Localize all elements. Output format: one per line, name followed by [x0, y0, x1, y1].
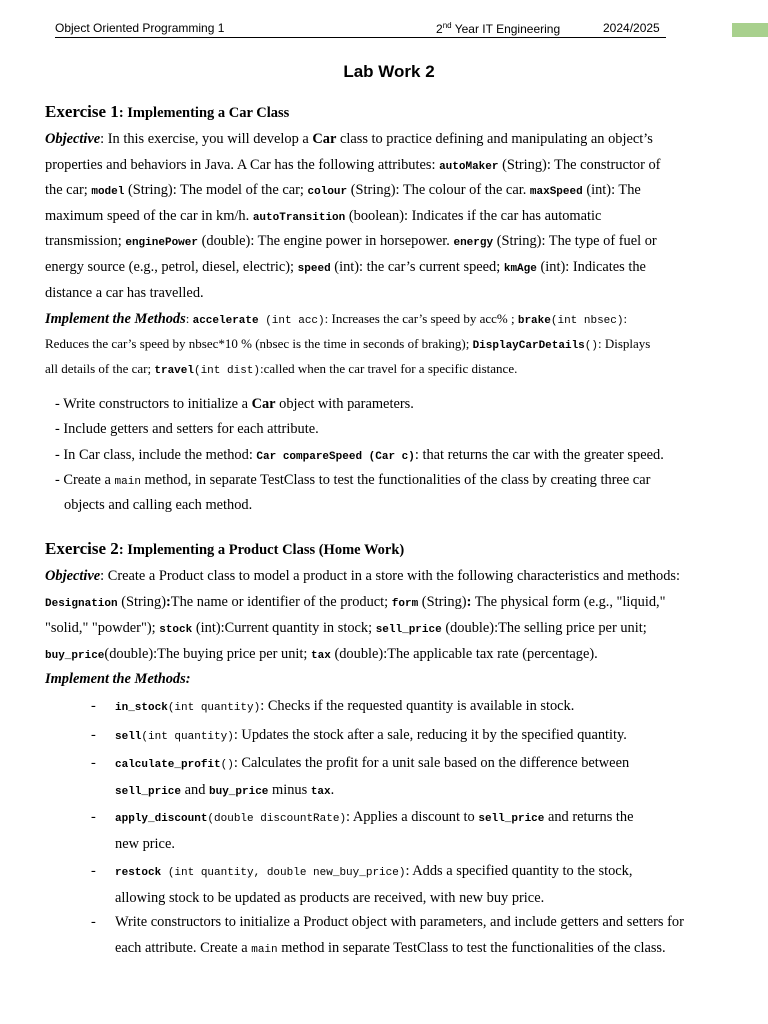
ex1-heading-title: : Implementing a Car Class: [118, 105, 290, 121]
ex1-text: : In this exercise, you will develop a: [100, 131, 313, 147]
ex2-text: (double):The applicable tax rate (percentage).: [330, 646, 598, 662]
ex2-dash-3: -: [91, 755, 96, 771]
ex1-code: kmAge: [503, 263, 537, 275]
ex2-dash-6: -: [91, 914, 96, 930]
ex1-methods-line-1: [45, 311, 627, 328]
ex2-text: : Calculates the profit for a unit sale based on the difference between: [233, 755, 630, 771]
ex1-objective-line-2: [45, 157, 660, 174]
ex2-dash-1: -: [91, 698, 96, 714]
ex1-text: :: [185, 311, 193, 326]
ex1-text: (double): The engine power in horsepower.: [197, 233, 454, 249]
ex2-method-restock: [115, 863, 632, 880]
ex1-code: autoTransition: [252, 212, 346, 224]
ex2-code: in_stock: [115, 702, 168, 714]
ex1-objective-line-4: [45, 208, 601, 225]
ex2-code: (int quantity, double new_buy_price): [161, 867, 406, 879]
ex2-method-sell: [115, 727, 627, 744]
ex2-objective-line-1: [45, 568, 680, 585]
ex2-code: sell_price: [478, 813, 545, 825]
ex1-text: class to practice defining and manipulating an object’s: [336, 131, 653, 147]
ex2-code: calculate_profit: [115, 759, 221, 771]
ex1-text: energy source (e.g., petrol, diesel, electric);: [45, 259, 298, 275]
ex2-text: each attribute. Create a: [115, 940, 252, 956]
ex2-code: tax: [310, 786, 331, 798]
ex2-code: (int quantity): [167, 702, 261, 714]
ex2-text: (double):The selling price per unit;: [441, 620, 647, 636]
ex1-text: (int): Indicates the: [536, 259, 646, 275]
ex1-text: (int): The: [582, 182, 641, 198]
ex1-text: : Increases the car’s speed by acc% ;: [324, 311, 518, 326]
ex2-heading-title: : Implementing a Product Class (Home Work): [118, 542, 405, 558]
ex1-bullet-4-cont: [64, 497, 252, 514]
ex2-text: : Checks if the requested quantity is available in stock.: [260, 698, 575, 714]
ex1-methods-label: Implement the Methods: [45, 311, 186, 327]
ex1-text: (String): The constructor of: [498, 157, 661, 173]
ex2-code: main: [251, 944, 278, 956]
ex2-method-apply-discount-cont: [115, 836, 175, 853]
ex1-heading-num: Exercise 1: [45, 102, 119, 121]
ex1-text: all details of the car;: [45, 361, 155, 376]
ex2-text: and returns the: [544, 809, 634, 825]
ex1-text: - Write constructors to initialize a: [55, 396, 252, 412]
ex2-text: Write constructors to initialize a Product object with parameters, and include getters and setters for: [115, 914, 684, 930]
ex1-text: Car: [312, 131, 337, 147]
ex1-methods-line-3: [45, 361, 517, 377]
ex1-bullet-1: [55, 396, 414, 413]
ex1-text: method, in separate TestClass to test the functionalities of the class by creating three car: [140, 472, 651, 488]
ex1-text: properties and behaviors in Java. A Car has the following attributes:: [45, 157, 440, 173]
ex2-text: (int):Current quantity in stock;: [192, 620, 376, 636]
ex2-constructors: [115, 914, 684, 931]
ex1-code: (int nbsec): [550, 315, 624, 327]
ex1-text: objects and calling each method.: [64, 497, 253, 513]
ex2-text: minus: [268, 782, 311, 798]
ex1-text: (int): the car’s current speed;: [330, 259, 504, 275]
ex2-text: and: [181, 782, 209, 798]
ex1-code: (int dist): [193, 365, 260, 377]
ex2-heading-num: Exercise 2: [45, 539, 119, 558]
ex2-code: buy_price: [45, 650, 105, 662]
ex1-text: object with parameters.: [275, 396, 414, 412]
ex1-text: (String): The type of fuel or: [493, 233, 657, 249]
ex1-objective-line-6: [45, 259, 646, 276]
ex1-code: colour: [307, 186, 348, 198]
ex2-method-calculate-profit-cont: [115, 782, 334, 799]
ex1-text: transmission;: [45, 233, 126, 249]
header-academic-year: 2024/2025: [603, 21, 660, 35]
ex1-heading: [45, 102, 289, 122]
ex2-text: method in separate TestClass to test the functionalities of the class.: [277, 940, 666, 956]
header-year-rest: Year IT Engineering: [451, 22, 561, 36]
ex1-text: - Include getters and setters for each attribute.: [55, 421, 319, 437]
ex1-text: Car: [251, 396, 276, 412]
ex1-code: brake: [517, 315, 551, 327]
ex1-text: :: [623, 311, 628, 326]
ex2-code: restock: [115, 867, 162, 879]
ex2-objective-line-4: [45, 646, 598, 663]
ex2-objective-line-2: [45, 594, 666, 611]
ex2-method-restock-cont: [115, 890, 544, 907]
ex1-code: maxSpeed: [529, 186, 583, 198]
ex2-dash-4: -: [91, 809, 96, 825]
ex2-methods-label: [45, 671, 191, 688]
ex2-code: form: [391, 598, 419, 610]
ex2-code: sell_price: [375, 624, 442, 636]
ex1-text: :called when the car travel for a specific distance.: [260, 361, 518, 376]
ex2-heading: [45, 539, 404, 559]
ex2-method-apply-discount: [115, 809, 634, 826]
ex2-text: :: [166, 594, 171, 610]
ex2-text: .: [330, 782, 335, 798]
ex2-objective-label: Objective: [45, 568, 101, 584]
ex1-objective-line-1: [45, 131, 653, 148]
ex2-method-calculate-profit: [115, 755, 629, 772]
ex1-text: : Displays: [597, 336, 651, 351]
ex1-code: accelerate: [192, 315, 259, 327]
ex2-methods-label-text: Implement the Methods:: [45, 671, 191, 687]
ex2-code: Designation: [45, 598, 118, 610]
ex1-code: travel: [154, 365, 194, 377]
ex2-code: buy_price: [209, 786, 269, 798]
ex2-text: : Adds a specified quantity to the stock,: [405, 863, 633, 879]
ex2-text: The name or identifier of the product;: [170, 594, 392, 610]
ex2-code: (): [220, 759, 234, 771]
ex1-objective-line-5: [45, 233, 657, 250]
header-accent-bar: [732, 23, 768, 37]
ex1-code: enginePower: [125, 237, 198, 249]
ex1-methods-line-2: [45, 336, 650, 352]
header-course: Object Oriented Programming 1: [55, 21, 225, 35]
ex1-text: : that returns the car with the greater speed.: [414, 447, 664, 463]
ex1-text: maximum speed of the car in km/h.: [45, 208, 253, 224]
ex1-code: energy: [453, 237, 494, 249]
ex1-code: main: [114, 476, 141, 488]
ex2-text: The physical form (e.g., "liquid,": [471, 594, 666, 610]
ex2-text: : Updates the stock after a sale, reducing it by the specified quantity.: [233, 727, 627, 743]
header-rule: [55, 37, 666, 38]
ex2-text: (String): [117, 594, 166, 610]
ex1-bullet-3: [55, 447, 664, 464]
ex1-code: (): [584, 340, 598, 352]
ex1-code: DisplayCarDetails: [472, 340, 585, 352]
ex2-text: (double):The buying price per unit;: [104, 646, 312, 662]
ex1-text: (String): The model of the car;: [124, 182, 308, 198]
ex2-objective-line-3: [45, 620, 647, 637]
ex2-text: : Create a Product class to model a product in a store with the following characteristics and methods:: [100, 568, 681, 584]
ex2-dash-2: -: [91, 727, 96, 743]
ex1-objective-line-3: [45, 182, 641, 199]
ex2-code: (int quantity): [141, 731, 234, 743]
ex2-code: (double discountRate): [207, 813, 347, 825]
ex1-text: (boolean): Indicates if the car has automatic: [345, 208, 602, 224]
ex1-text: - In Car class, include the method:: [55, 447, 257, 463]
page-title: Lab Work 2: [343, 62, 435, 81]
ex2-code: sell_price: [115, 786, 182, 798]
ex2-text: (String): [418, 594, 467, 610]
ex1-text: distance a car has travelled.: [45, 285, 204, 301]
ex2-text: new price.: [115, 836, 175, 852]
ex2-text: :: [466, 594, 472, 610]
ex1-code: Car compareSpeed (Car c): [256, 451, 415, 463]
header-year-num: 2: [436, 22, 443, 36]
ex1-objective-label: Objective: [45, 131, 101, 147]
ex2-code: tax: [311, 650, 331, 662]
ex2-text: : Applies a discount to: [346, 809, 479, 825]
ex1-text: - Create a: [55, 472, 115, 488]
ex2-constructors-cont: [115, 940, 666, 957]
ex1-code: autoMaker: [439, 161, 499, 173]
ex2-text: "solid," "powder");: [45, 620, 160, 636]
ex2-code: sell: [115, 731, 142, 743]
ex1-code: speed: [297, 263, 331, 275]
ex2-code: apply_discount: [115, 813, 208, 825]
ex1-bullet-2: [55, 421, 319, 438]
ex1-bullet-4: [55, 472, 650, 489]
header-year: [436, 21, 560, 36]
ex2-dash-5: -: [91, 863, 96, 879]
ex1-code: (int acc): [258, 315, 325, 327]
ex2-text: allowing stock to be updated as products are received, with new buy price.: [115, 890, 545, 906]
ex2-method-in-stock: [115, 698, 574, 715]
ex1-text: (String): The colour of the car.: [347, 182, 530, 198]
ex1-text: Reduces the car’s speed by nbsec*10 % (nbsec is the time in seconds of braking);: [45, 336, 473, 351]
header-year-sup: nd: [442, 21, 452, 30]
ex1-code: model: [91, 186, 125, 198]
ex1-objective-line-7: [45, 285, 204, 302]
ex1-text: the car;: [45, 182, 92, 198]
ex2-code: stock: [159, 624, 193, 636]
